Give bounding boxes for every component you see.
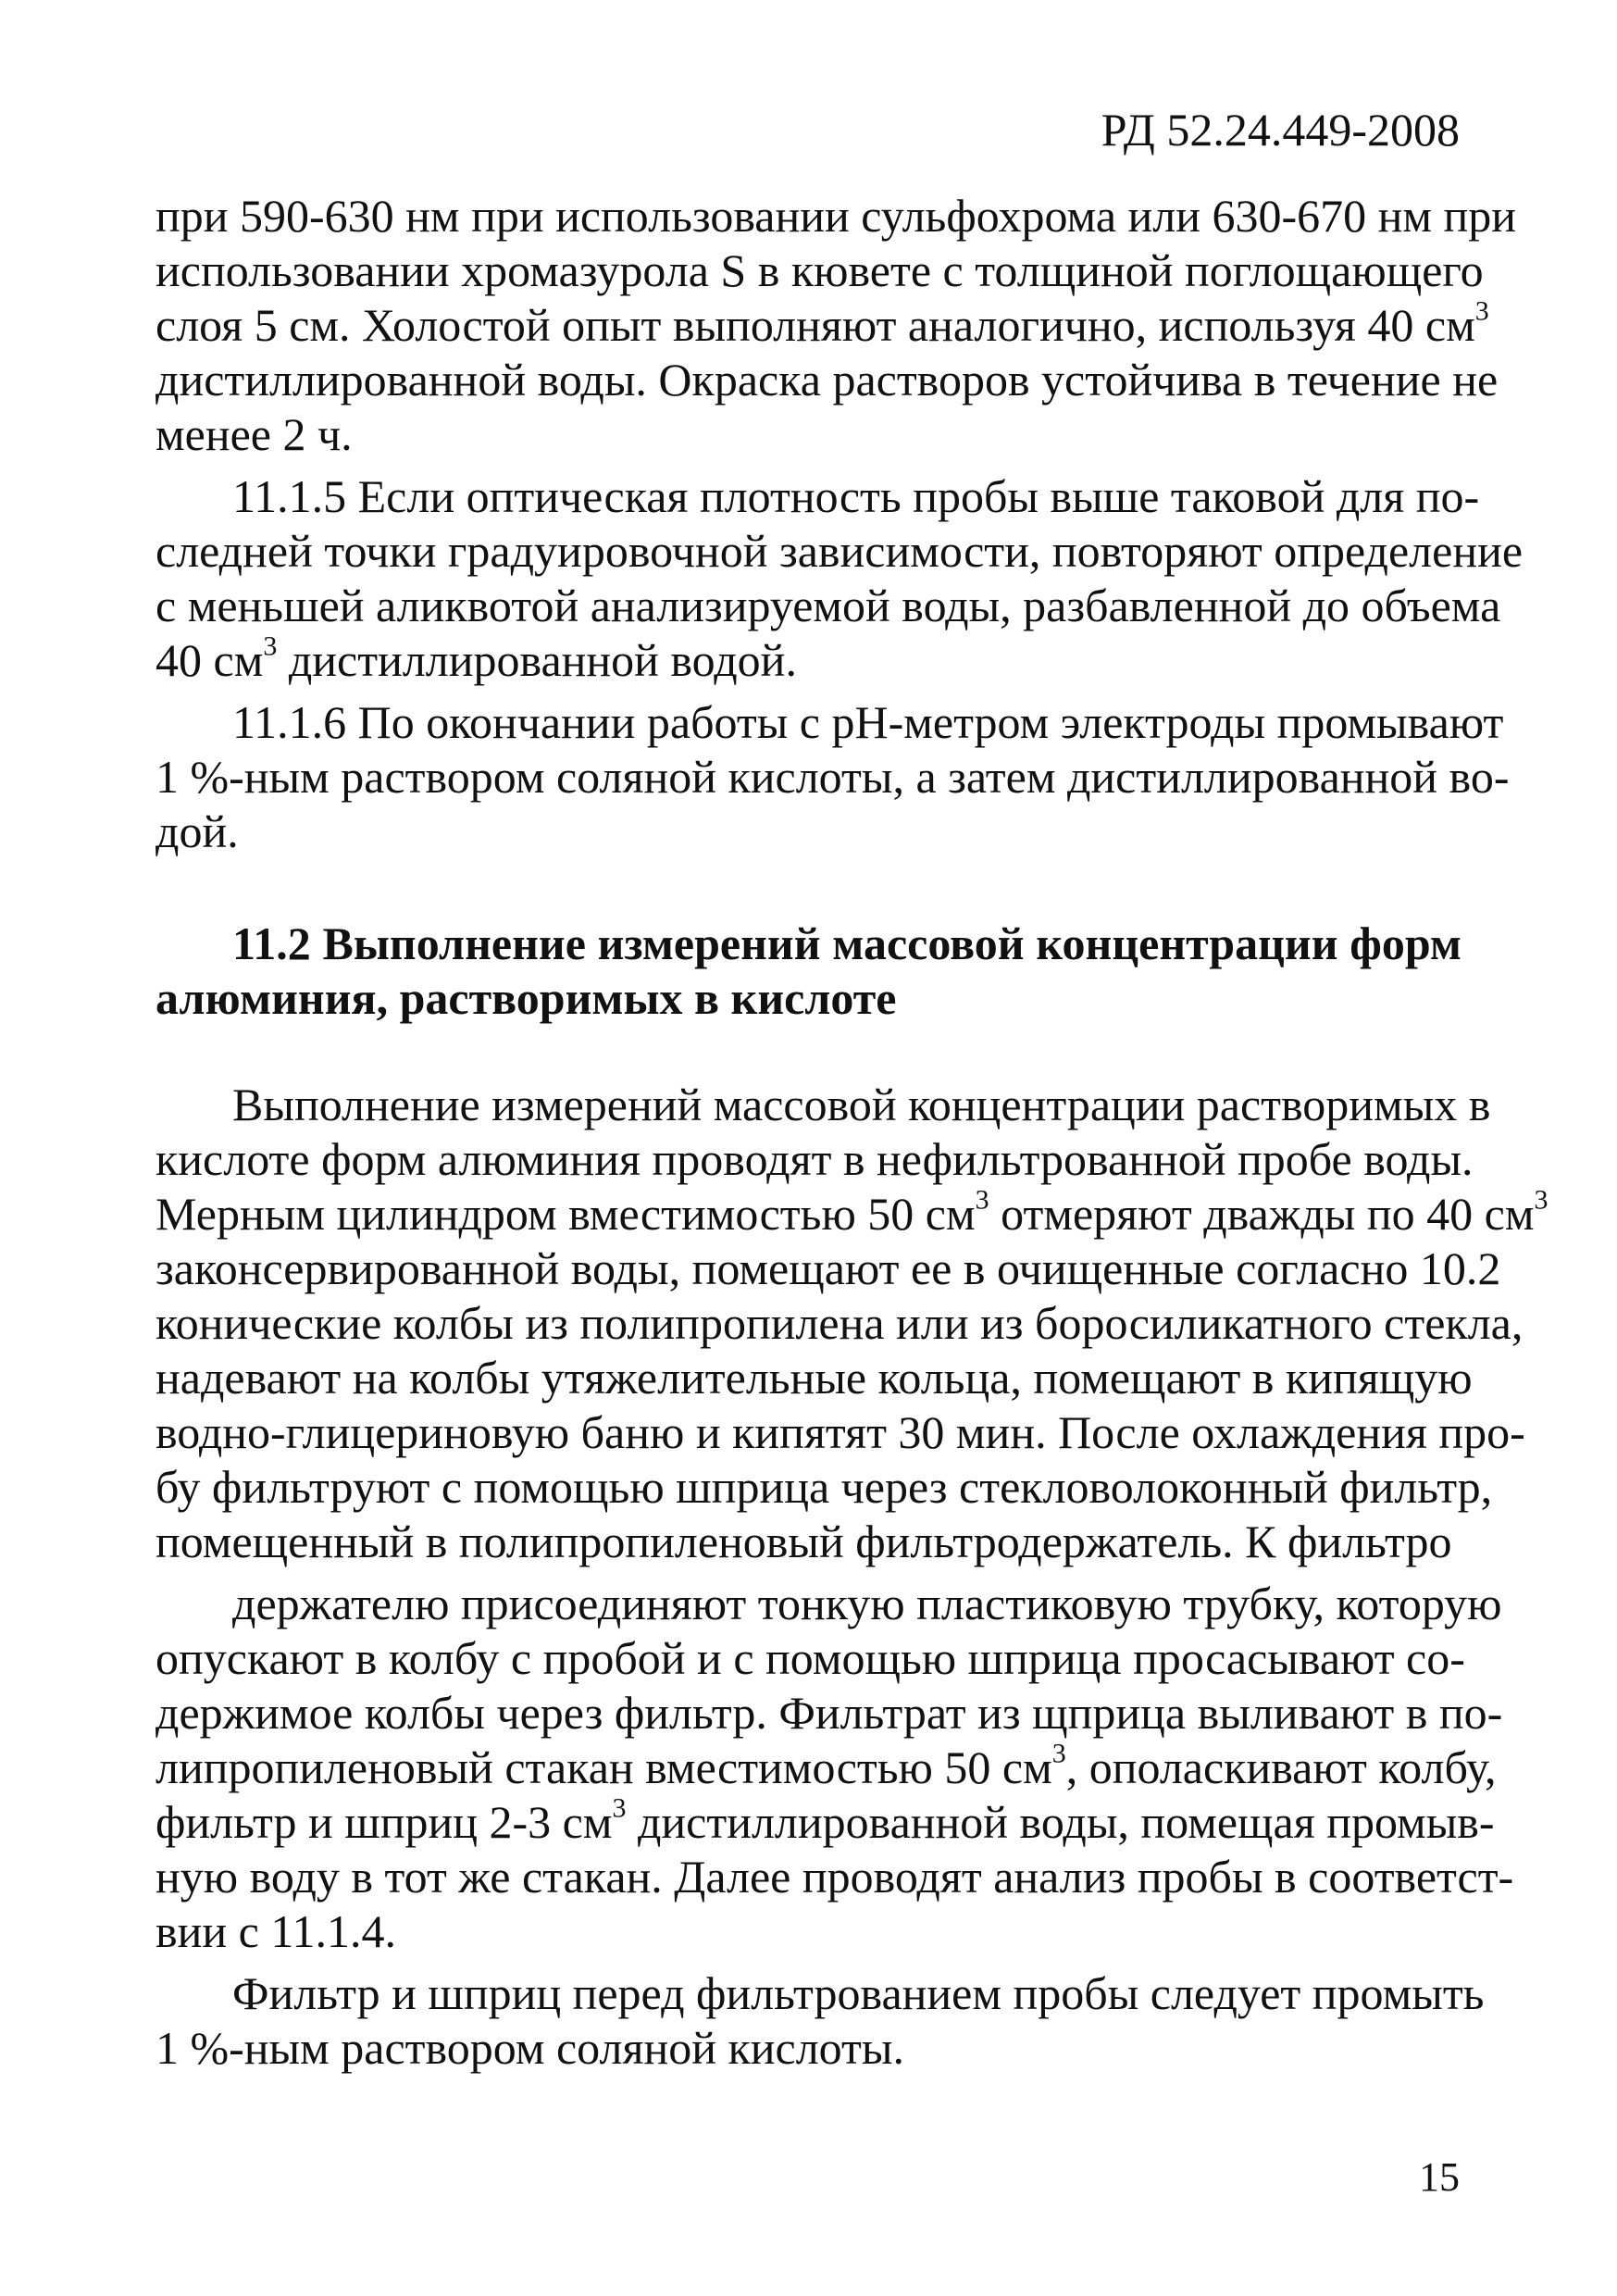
text-line: Фильтр и шприц перед фильтрованием пробы следует промыть (232, 1967, 1485, 2019)
text-line (155, 1792, 1495, 1850)
heading-line: алюминия, растворимых в кислоте (155, 972, 897, 1024)
text-line (155, 630, 1462, 688)
text-fragment: дистиллированной воды, помещая промыв- (626, 1796, 1495, 1848)
text-fragment: , ополаскивают колбу, (1065, 1741, 1497, 1793)
page-number: 15 (1419, 2154, 1460, 2200)
text-line: бу фильтруют с помощью шприца через стекловолоконный фильтр, (155, 1461, 1493, 1513)
text-line: при 590-630 нм при использовании сульфохрома или 630-670 нм при (155, 190, 1517, 242)
text-line: 11.1.5 Если оптическая плотность пробы выше таковой для по- (232, 470, 1480, 522)
superscript: 3 (263, 630, 278, 662)
text-line: Выполнение измерений массовой концентрации растворимых в (232, 1079, 1491, 1130)
page-content (155, 189, 1549, 2076)
text-line (155, 1184, 1549, 1242)
text-line: держимое колбы через фильтр. Фильтрат из щприца выливают в по- (155, 1687, 1503, 1739)
text-line: 1 %-ным раствором соляной кислоты, а затем дистиллированной во- (155, 751, 1510, 803)
text-line (155, 295, 1489, 353)
paragraph (155, 1078, 1549, 1569)
text-fragment: слоя 5 см. Холостой опыт выполняют аналогично, используя 40 см (155, 299, 1475, 351)
text-line: кислоте форм алюминия проводят в нефильтрованной пробе воды. (155, 1133, 1474, 1185)
text-fragment: 40 см (155, 634, 264, 686)
paragraph-11-1-5 (155, 469, 1524, 688)
text-fragment: отмеряют дважды по 40 см (989, 1188, 1535, 1240)
text-line: использовании хромазурола S в кювете с толщиной поглощающего (155, 244, 1484, 296)
text-line: конические колбы из полипропилена или из боросиликатного стекла, (155, 1297, 1524, 1349)
section-heading-11-2 (155, 917, 1462, 1026)
superscript: 3 (1474, 295, 1489, 327)
document-code: РД 52.24.449-2008 (1101, 104, 1460, 156)
superscript: 3 (1534, 1184, 1549, 1216)
text-fragment: Мерным цилиндром вместимостью 50 см (155, 1188, 976, 1240)
text-fragment: липропиленовый стакан вместимостью 50 см (155, 1741, 1052, 1793)
text-fragment: фильтр и шприц 2-3 см (155, 1796, 613, 1848)
paragraph (155, 189, 1517, 462)
text-line: 11.1.6 По окончании работы с pH-метром электроды промывают (232, 696, 1504, 748)
text-line: дистиллированной воды. Окраска растворов устойчива в течение не (155, 354, 1499, 406)
text-line (155, 1738, 1497, 1795)
text-line: держателю присоединяют тонкую пластиковую трубку, которую (232, 1578, 1502, 1629)
superscript: 3 (612, 1792, 627, 1824)
text-line: дой. (155, 805, 239, 857)
text-line: помещенный в полипропиленовый фильтродержатель. К фильтро (155, 1516, 1452, 1567)
paragraph (155, 1966, 1485, 2076)
heading-line: 11.2 Выполнение измерений массовой концентрации форм (232, 917, 1462, 969)
text-line: надевают на колбы утяжелительные кольца, помещают в кипящую (155, 1352, 1473, 1404)
superscript: 3 (975, 1184, 989, 1216)
text-line: опускают в колбу с пробой и с помощью шприца просасывают со- (155, 1632, 1465, 1684)
text-line: следней точки градуировочной зависимости, повторяют определение (155, 525, 1524, 577)
paragraph-11-1-6 (155, 695, 1510, 859)
superscript: 3 (1051, 1738, 1066, 1769)
paragraph (155, 1577, 1514, 1959)
text-line: менее 2 ч. (155, 408, 353, 460)
text-line: 1 %-ным раствором соляной кислоты. (155, 2022, 904, 2074)
text-line: водно-глицериновую баню и кипятят 30 мин. После охлаждения про- (155, 1406, 1525, 1458)
text-line: ную воду в тот же стакан. Далее проводят анализ пробы в соответст- (155, 1851, 1514, 1903)
text-line: с меньшей аликвотой анализируемой воды, разбавленной до объема (155, 580, 1501, 631)
text-line: вии с 11.1.4. (155, 1905, 396, 1957)
text-line: законсервированной воды, помещают ее в очищенные согласно 10.2 (155, 1242, 1501, 1294)
text-fragment: дистиллированной водой. (277, 634, 797, 686)
